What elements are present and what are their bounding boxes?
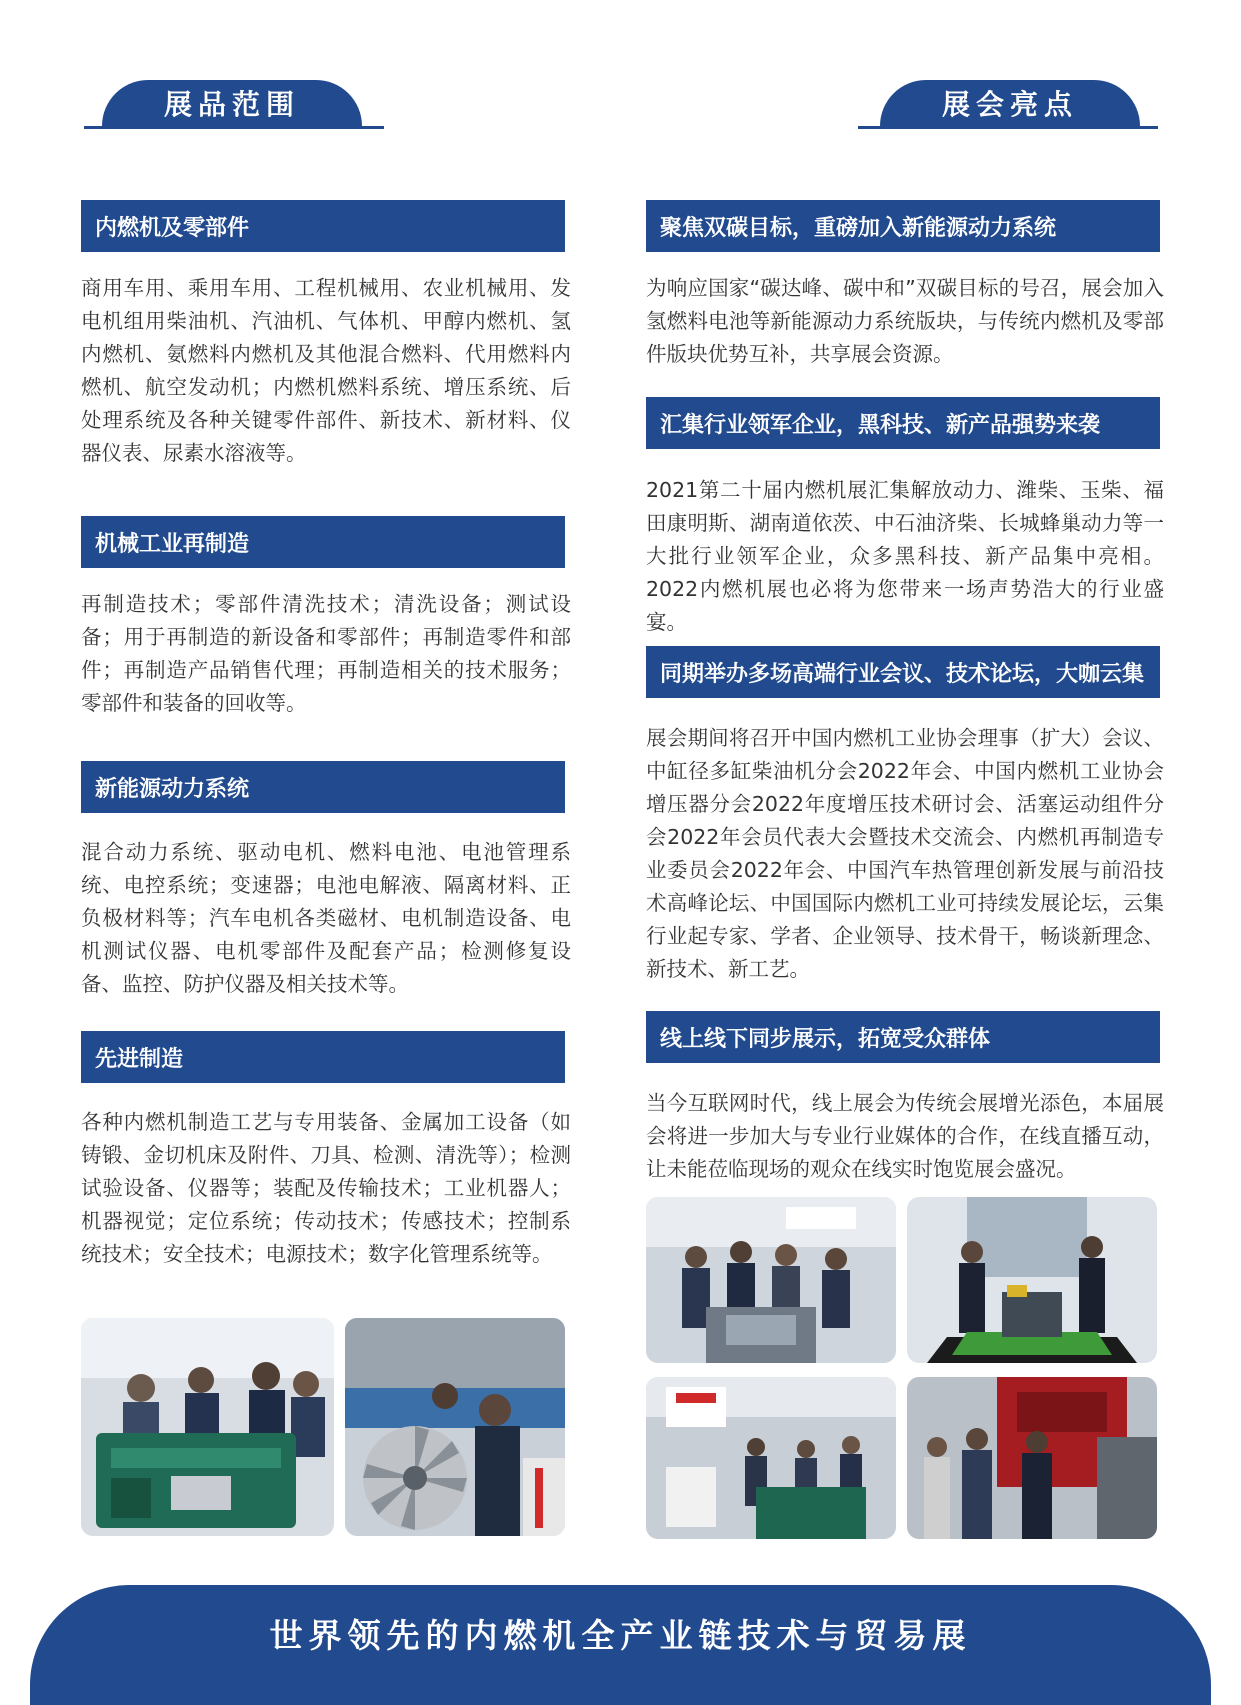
section-text: 混合动力系统、驱动电机、燃料电池、电池管理系统、电控系统；变速器；电池电解液、隔离材料、正负极材料等；汽车电机各类磁材、电机制造设备、电机测试仪器、电机零部件及配套产品；检测修复设备、监控、防护仪器及相关技术等。 (81, 840, 571, 996)
expo-photo-engine-display (907, 1197, 1157, 1363)
section-title: 汇集行业领军企业，黑科技、新产品强势来袭 (646, 397, 1160, 449)
expo-photo-booth-visitors (646, 1197, 896, 1363)
section-text: 展会期间将召开中国内燃机工业协会理事（扩大）会议、中缸径多缸柴油机分会2022年会、中国内燃机工业协会增压器分会2022年度增压技术研讨会、活塞运动组件分会2022年会员代表大会暨技术交流会、内燃机再制造专业委员会2022年会、中国汽车热管理创新发展与前沿技术高峰论坛、中国国际内燃机工业可持续发展论坛，云集行业起专家、学者、企业领导、技术骨干，畅谈新理念、新技术、新工艺。 (646, 726, 1164, 981)
expo-photo-fan-engine (345, 1318, 565, 1536)
expo-photo-truck-visitors (907, 1377, 1157, 1539)
section-text: 当今互联网时代，线上展会为传统会展增光添色，本届展会将进一步加大与专业行业媒体的合作，在线直播互动，让未能莅临现场的观众在线实时饱览展会盛况。 (646, 1091, 1164, 1181)
section-text: 2021第二十届内燃机展汇集解放动力、潍柴、玉柴、福田康明斯、湖南道依茨、中石油济柴、长城蜂巢动力等一大批行业领军企业，众多黑科技、新产品集中亮相。2022内燃机展也必将为您带来一场声势浩大的行业盛宴。 (646, 478, 1164, 634)
tab-highlights-label: 展会亮点 (880, 80, 1140, 126)
section-text: 商用车用、乘用车用、工程机械用、农业机械用、发电机组用柴油机、汽油机、气体机、甲醇内燃机、氢内燃机、氨燃料内燃机及其他混合燃料、代用燃料内燃机、航空发动机；内燃机燃料系统、增压系统、后处理系统及各种关键零件部件、新技术、新材料、仪器仪表、尿素水溶液等。 (81, 276, 571, 465)
tab-exhibit-scope-label: 展品范围 (102, 80, 362, 126)
expo-photo-engine-crowd (81, 1318, 334, 1536)
tab-exhibit-scope (84, 80, 384, 129)
section-title: 聚焦双碳目标，重磅加入新能源动力系统 (646, 200, 1160, 252)
section-title: 机械工业再制造 (81, 516, 565, 568)
footer-slogan: 世界领先的内燃机全产业链技术与贸易展 (269, 1616, 972, 1655)
tab-highlights (858, 80, 1158, 129)
section-text: 各种内燃机制造工艺与专用装备、金属加工设备（如铸锻、金切机床及附件、刀具、检测、清洗等）；检测试验设备、仪器等；装配及传输技术；工业机器人；机器视觉；定位系统；传动技术；传感技术；控制系统技术；安全技术；电源技术；数字化管理系统等。 (81, 1110, 571, 1266)
section-title: 同期举办多场高端行业会议、技术论坛，大咖云集 (646, 646, 1160, 698)
section-title: 新能源动力系统 (81, 761, 565, 813)
section-title: 内燃机及零部件 (81, 200, 565, 252)
section-title: 线上线下同步展示，拓宽受众群体 (646, 1011, 1160, 1063)
section-text: 为响应国家“碳达峰、碳中和”双碳目标的号召，展会加入氢燃料电池等新能源动力系统版块，与传统内燃机及零部件版块优势互补，共享展会资源。 (646, 276, 1164, 366)
section-title: 先进制造 (81, 1031, 565, 1083)
section-text: 再制造技术；零部件清洗技术；清洗设备；测试设备；用于再制造的新设备和零部件；再制造零件和部件；再制造产品销售代理；再制造相关的技术服务；零部件和装备的回收等。 (81, 592, 571, 715)
expo-photo-hall-overview (646, 1377, 896, 1539)
